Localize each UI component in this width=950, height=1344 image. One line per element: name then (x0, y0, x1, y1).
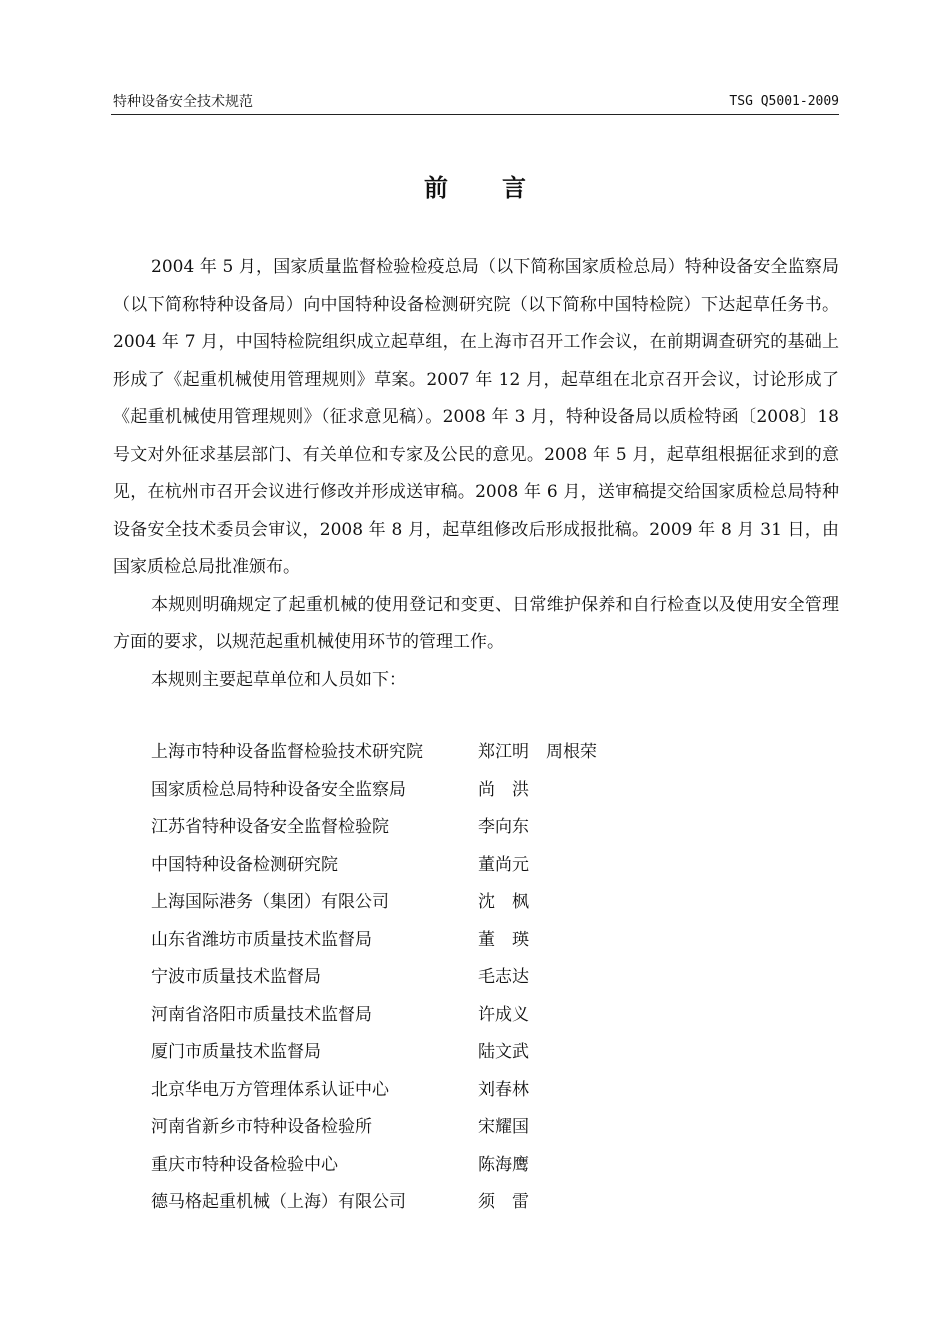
list-item (151, 1072, 711, 1110)
drafter-organization: 上海国际港务（集团）有限公司 (151, 892, 389, 912)
drafter-names: 董 瑛 (478, 929, 529, 950)
drafter-organization: 山东省潍坊市质量技术监督局 (151, 929, 372, 950)
drafter-names: 毛志达 (478, 967, 529, 987)
list-item (151, 809, 711, 847)
drafters-list (151, 734, 711, 1222)
header-divider (111, 114, 839, 115)
list-item (151, 772, 711, 810)
list-item (151, 1034, 711, 1072)
list-item (151, 1147, 711, 1185)
paragraph-scope: 本规则明确规定了起重机械的使用登记和变更、日常维护保养和自行检查以及使用安全管理方面的要求，以规范起重机械使用环节的管理工作。 (113, 594, 839, 652)
list-item (151, 922, 711, 960)
title-char-1: 前 (424, 173, 448, 202)
drafter-organization: 重庆市特种设备检验中心 (151, 1154, 338, 1175)
list-item (151, 884, 711, 922)
title-char-2: 言 (502, 173, 526, 202)
drafter-names: 许成义 (478, 1004, 529, 1025)
paragraph-drafting-history: 2004 年 5 月，国家质量监督检验检疫总局（以下简称国家质检总局）特种设备安全监察局（以下简称特种设备局）向中国特种设备检测研究院（以下简称中国特检院）下达起草任务书。2004 年 7 月，中国特检院组织成立起草组，在上海市召开工作会议，在前期调查研究的基础上形成了《起重机械使用管理规则》草案。2007 年 12 月，起草组在北京召开会议，讨论形成了《起重机械使用管理规则》（征求意见稿）。2008 年 3 月，特种设备局以质检特函〔2008〕18 号文对外征求基层部门、有关单位和专家及公民的意见。2008 年 5 月，起草组根据征求到的意见，在杭州市召开会议进行修改并形成送审稿。2008 年 6 月，送审稿提交给国家质检总局特种设备安全技术委员会审议，2008 年 8 月，起草组修改后形成报批稿。2009 年 8 月 31 日，由国家质检总局批准颁布。 (113, 257, 839, 577)
list-item (151, 734, 711, 772)
header-document-series: 特种设备安全技术规范 (113, 94, 253, 110)
drafter-organization: 河南省新乡市特种设备检验所 (151, 1117, 372, 1137)
list-item (151, 1109, 711, 1147)
drafter-organization: 北京华电万方管理体系认证中心 (151, 1079, 389, 1100)
drafter-names: 宋耀国 (478, 1117, 529, 1137)
drafter-organization: 河南省洛阳市质量技术监督局 (151, 1004, 372, 1025)
list-item (151, 847, 711, 885)
list-item (151, 997, 711, 1035)
list-item (151, 959, 711, 997)
drafter-organization: 德马格起重机械（上海）有限公司 (151, 1192, 406, 1212)
page-header (113, 92, 839, 112)
drafter-names: 董尚元 (478, 854, 529, 875)
drafter-names: 刘春林 (478, 1079, 529, 1100)
drafter-names: 郑江明 周根荣 (478, 742, 597, 762)
preface-body (113, 249, 839, 699)
drafter-organization: 中国特种设备检测研究院 (151, 854, 338, 875)
header-document-code: TSG Q5001-2009 (729, 94, 839, 109)
paragraph-drafters-intro: 本规则主要起草单位和人员如下： (151, 669, 406, 690)
drafter-names: 李向东 (478, 817, 529, 837)
drafter-names: 须 雷 (478, 1192, 529, 1212)
drafter-organization: 江苏省特种设备安全监督检验院 (151, 817, 389, 837)
drafter-organization: 国家质检总局特种设备安全监察局 (151, 779, 406, 800)
drafter-names: 陆文武 (478, 1042, 529, 1062)
list-item (151, 1184, 711, 1222)
drafter-organization: 上海市特种设备监督检验技术研究院 (151, 742, 423, 762)
drafter-names: 尚 洪 (478, 779, 529, 800)
drafter-names: 陈海鹰 (478, 1154, 529, 1175)
drafter-organization: 厦门市质量技术监督局 (151, 1042, 321, 1062)
drafter-names: 沈 枫 (478, 892, 529, 912)
drafter-organization: 宁波市质量技术监督局 (151, 967, 321, 987)
